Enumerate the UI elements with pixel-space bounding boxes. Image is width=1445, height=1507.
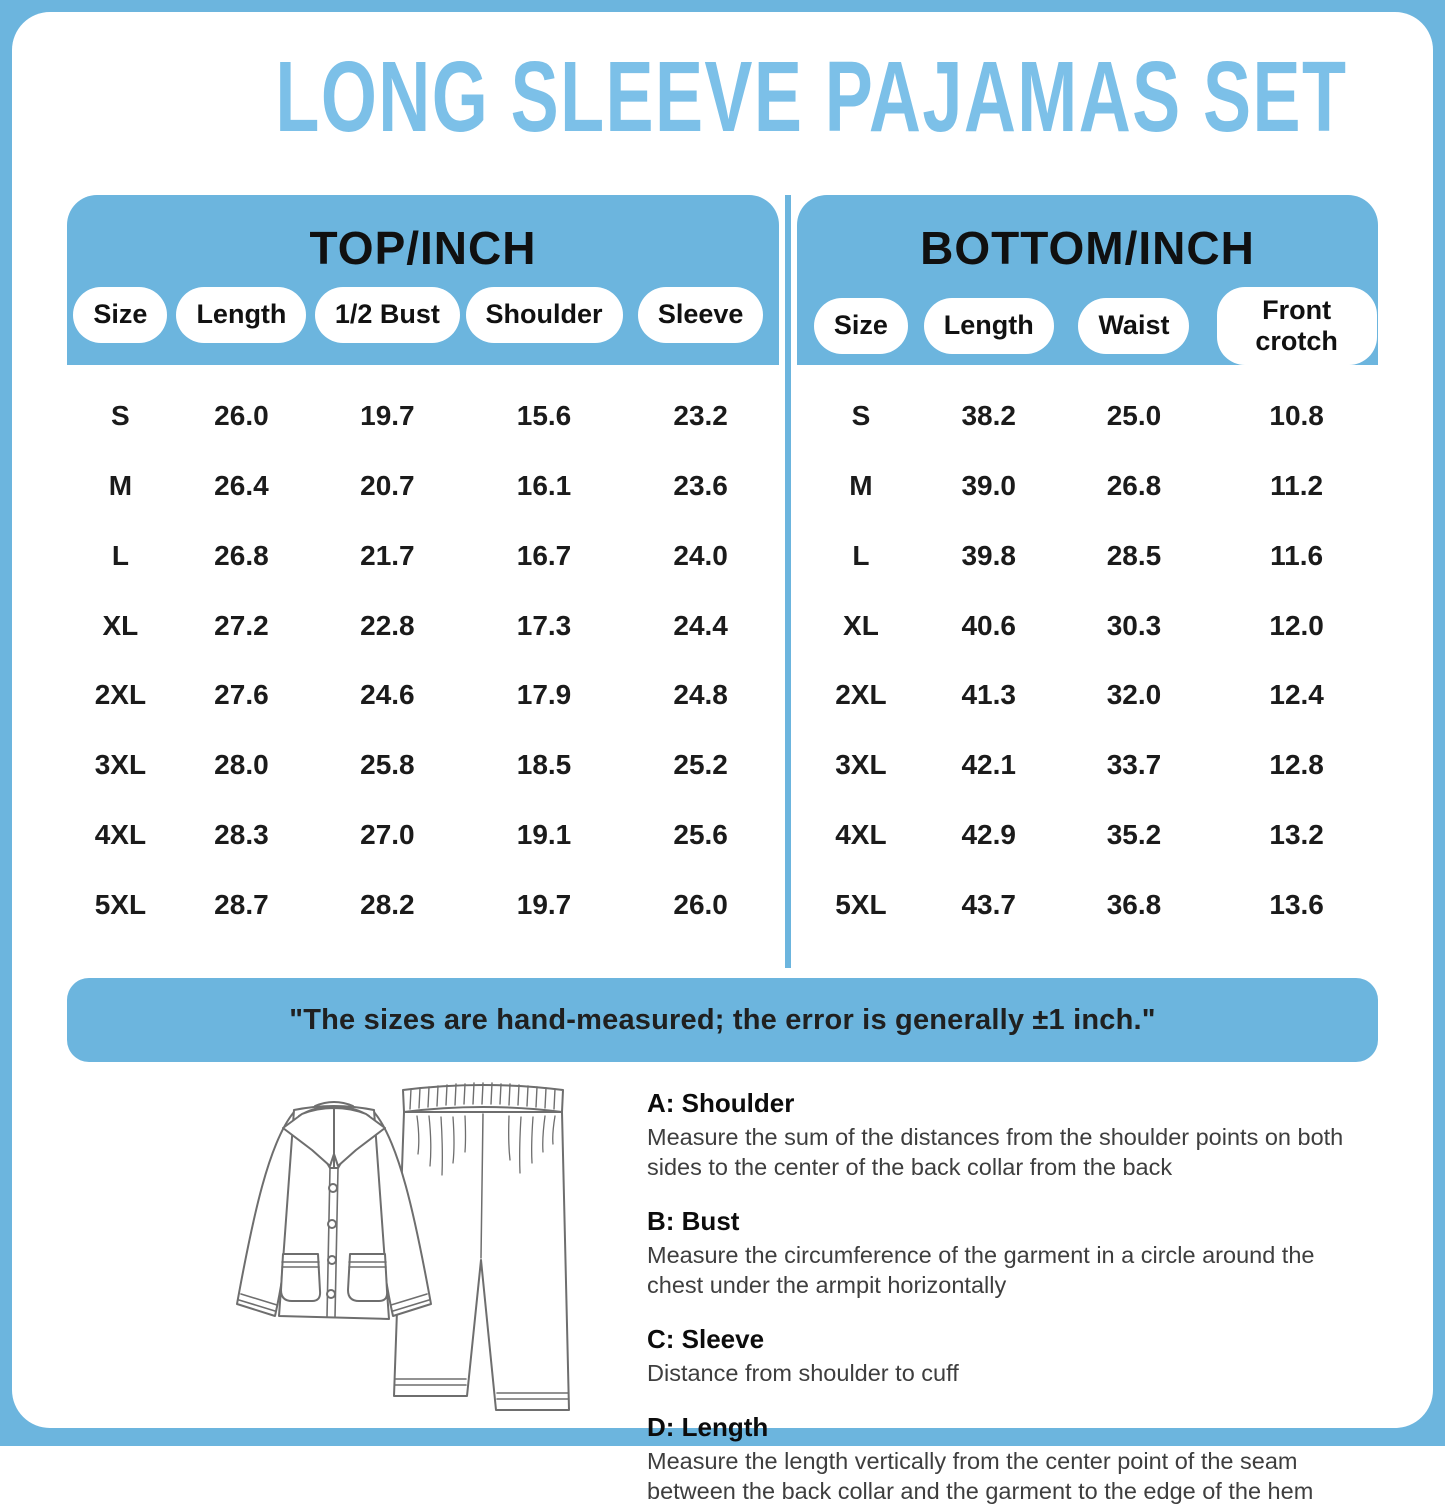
value-cell: 13.2	[1269, 819, 1324, 851]
value-cell: 26.8	[1106, 469, 1162, 501]
size-tables	[67, 195, 1378, 968]
value-cell: 15.6	[516, 399, 572, 431]
value-cell: 28.5	[1106, 539, 1162, 571]
guide-label: A: Shoulder	[647, 1088, 795, 1118]
guide-description: Measure the circumference of the garment in a circle around the chest under the armpit horizontally	[647, 1242, 1315, 1299]
column-pill-size: Size	[73, 287, 167, 343]
guide-label: D: Length	[647, 1412, 769, 1443]
value-cell: 42.9	[961, 819, 1016, 851]
value-cell: 20.7	[360, 469, 415, 501]
value-cell: 16.7	[516, 539, 572, 571]
size-cell: XL	[843, 609, 879, 641]
value-cell: 28.2	[360, 889, 415, 921]
value-cell: 30.3	[1106, 609, 1162, 641]
value-cell: 12.4	[1269, 679, 1324, 711]
size-cell: M	[849, 469, 873, 501]
value-cell: 24.0	[673, 539, 728, 571]
size-cell: 3XL	[835, 749, 887, 781]
value-cell: 25.8	[360, 749, 415, 781]
note-text: "The sizes are hand-measured; the error is generally ±1 inch."	[289, 1003, 1156, 1036]
measurement-guide	[67, 1076, 1378, 1507]
value-cell: 10.8	[1269, 399, 1324, 431]
top-table-body	[67, 365, 779, 968]
value-cell: 19.7	[516, 889, 572, 921]
size-cell: S	[851, 399, 871, 431]
value-cell: 22.8	[360, 609, 415, 641]
page-title: LONG SLEEVE PAJAMAS SET	[275, 41, 1348, 153]
value-cell: 18.5	[516, 749, 572, 781]
size-cell: XL	[102, 609, 139, 641]
value-cell: 26.0	[214, 399, 269, 431]
value-cell: 25.0	[1106, 399, 1162, 431]
top-table-header	[67, 195, 779, 365]
value-cell: 28.3	[214, 819, 269, 851]
value-cell: 42.1	[961, 749, 1016, 781]
title-row	[67, 42, 1378, 157]
value-cell: 27.6	[214, 679, 269, 711]
value-cell: 26.8	[214, 539, 269, 571]
value-cell: 26.4	[214, 469, 269, 501]
size-cell: 5XL	[835, 889, 887, 921]
value-cell: 17.3	[516, 609, 572, 641]
column-pill-sleeve: Sleeve	[638, 287, 764, 343]
value-cell: 41.3	[961, 679, 1016, 711]
guide-item-length	[647, 1412, 1357, 1506]
column-pill-length: Length	[176, 287, 306, 343]
measurement-guide-texts	[647, 1076, 1357, 1507]
size-chart-card	[12, 12, 1433, 1505]
size-cell: L	[111, 539, 129, 571]
bottom-table-title: BOTTOM/INCH	[920, 222, 1255, 274]
bottom-table-panel	[797, 195, 1378, 968]
guide-item-sleeve	[647, 1324, 1357, 1388]
column-pill-front-crotch: Front crotch	[1217, 287, 1377, 365]
size-cell: 5XL	[94, 889, 147, 921]
table-divider-line	[785, 195, 791, 968]
value-cell: 36.8	[1106, 889, 1162, 921]
value-cell: 24.8	[673, 679, 728, 711]
value-cell: 38.2	[961, 399, 1016, 431]
value-cell: 35.2	[1106, 819, 1162, 851]
value-cell: 40.6	[961, 609, 1016, 641]
value-cell: 27.2	[214, 609, 269, 641]
value-cell: 12.0	[1269, 609, 1324, 641]
value-cell: 39.0	[961, 469, 1016, 501]
value-cell: 23.6	[673, 469, 728, 501]
note-banner	[67, 978, 1378, 1062]
value-cell: 43.7	[961, 889, 1016, 921]
pajama-shirt-drawing	[237, 1102, 431, 1319]
guide-item-shoulder	[647, 1088, 1357, 1182]
guide-description: Measure the sum of the distances from the shoulder points on both sides to the center of the back collar from the back	[647, 1124, 1344, 1181]
value-cell: 17.9	[516, 679, 572, 711]
guide-label: B: Bust	[647, 1206, 740, 1237]
value-cell: 25.6	[673, 819, 728, 851]
size-cell: S	[111, 399, 130, 431]
value-cell: 19.1	[516, 819, 572, 851]
size-cell: L	[852, 539, 870, 571]
column-pill-waist: Waist	[1078, 298, 1189, 354]
top-table-panel	[67, 195, 779, 968]
value-cell: 32.0	[1106, 679, 1162, 711]
value-cell: 16.1	[516, 469, 572, 501]
guide-item-bust	[647, 1206, 1357, 1300]
value-cell: 28.0	[214, 749, 269, 781]
value-cell: 24.4	[673, 609, 728, 641]
value-cell: 28.7	[214, 889, 269, 921]
size-cell: 4XL	[835, 819, 887, 851]
value-cell: 23.2	[673, 399, 728, 431]
guide-description: Distance from shoulder to cuff	[647, 1360, 959, 1387]
size-cell: 2XL	[835, 679, 887, 711]
pajama-set-line-drawing-svg	[217, 1076, 617, 1421]
value-cell: 39.8	[961, 539, 1016, 571]
column-pill-shoulder: Shoulder	[466, 287, 623, 343]
bottom-table-column-headers	[797, 287, 1378, 365]
value-cell: 12.8	[1269, 749, 1324, 781]
value-cell: 21.7	[360, 539, 415, 571]
column-pill-size: Size	[814, 298, 908, 354]
top-table-title: TOP/INCH	[309, 222, 537, 274]
size-cell: 2XL	[94, 679, 147, 711]
value-cell: 11.6	[1270, 539, 1324, 571]
bottom-table-header	[797, 195, 1378, 365]
guide-label: C: Sleeve	[647, 1324, 765, 1355]
bottom-table-body	[797, 365, 1378, 968]
value-cell: 24.6	[360, 679, 415, 711]
guide-description: Measure the length vertically from the center point of the seam between the back collar and the garment to the edge of the hem	[647, 1448, 1314, 1505]
column-pill-half-bust: 1/2 Bust	[315, 287, 460, 343]
value-cell: 19.7	[360, 399, 415, 431]
value-cell: 33.7	[1106, 749, 1162, 781]
value-cell: 26.0	[673, 889, 728, 921]
size-cell: M	[108, 469, 133, 501]
value-cell: 25.2	[673, 749, 728, 781]
size-cell: 4XL	[94, 819, 147, 851]
value-cell: 27.0	[360, 819, 415, 851]
size-cell: 3XL	[94, 749, 147, 781]
value-cell: 11.2	[1270, 469, 1324, 501]
value-cell: 13.6	[1269, 889, 1324, 921]
pajama-set-illustration	[217, 1076, 617, 1507]
column-pill-length: Length	[924, 298, 1054, 354]
top-table-column-headers	[67, 287, 779, 343]
